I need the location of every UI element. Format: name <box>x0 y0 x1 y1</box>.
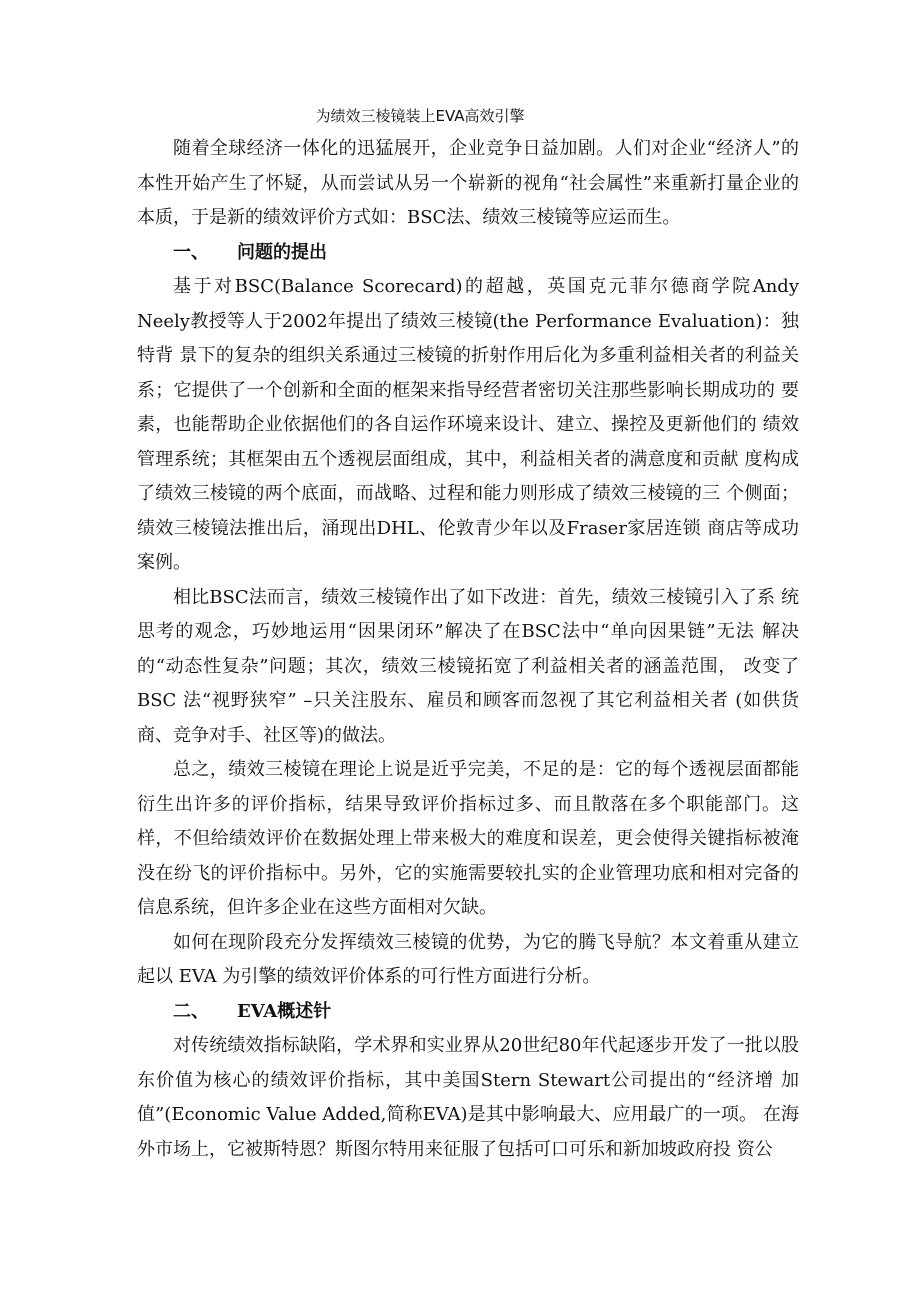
section-2-heading <box>137 995 799 1030</box>
section-2-paragraph: 对传统绩效指标缺陷，学术界和实业界从20世纪80年代起逐步开发了一批以股东价值为核心的绩效评价指标，其中美国Stern Stewart公司提出的“经济增 加值”(Economic Value Added,简称EVA)是其中影响最大、应用最广的一项。 在海外市场上，它被斯特恩？斯图尔特用来征服了包括可口可乐和新加坡政府投 资公 <box>137 1035 799 1160</box>
section-2-title: EVA概述针 <box>237 1000 332 1022</box>
section-1-number: 一、 <box>173 241 209 263</box>
section-1-paragraph: 相比BSC法而言，绩效三棱镜作出了如下改进：首先，绩效三棱镜引入了系 统思考的观念，巧妙地运用“因果闭环”解决了在BSC法中“单向因果链”无法 解决的“动态性复杂”问题；其次，绩效三棱镜拓宽了利益相关者的涵盖范围， 改变了 BSC 法“视野狭窄” –只关注股东、雇员和顾客而忽视了其它利益相关者 (如供货商、竞争对手、社区等)的做法。 <box>137 586 799 746</box>
section-2-number: 二、 <box>173 1000 209 1022</box>
section-1-paragraph: 基于对BSC(Balance Scorecard)的超越，英国克元菲尔德商学院Andy Neely教授等人于2002年提出了绩效三棱镜(the Performance Evaluation)：独特背 景下的复杂的组织关系通过三棱镜的折射作用后化为多重利益相关者的利益关 系；它提供了一个创新和全面的框架来指导经营者密切关注那些影响长期成功的 要素，也能帮助企业依据他们的各自运作环境来设计、建立、操控及更新他们的 绩效管理系统；其框架由五个透视层面组成，其中，利益相关者的满意度和贡献 度构成了绩效三棱镜的两个底面，而战略、过程和能力则形成了绩效三棱镜的三 个侧面；绩效三棱镜法推出后，涌现出DHL、伦敦青少年以及Fraser家居连锁 商店等成功案例。 <box>137 276 799 573</box>
section-1-heading <box>137 236 799 271</box>
document-body <box>137 132 799 1167</box>
document-title: 为绩效三棱镜装上EVA高效引擎 <box>315 107 525 125</box>
intro-paragraph: 随着全球经济一体化的迅猛展开，企业竞争日益加剧。人们对企业“经济人”的本性开始产生了怀疑，从而尝试从另一个崭新的视角“社会属性”来重新打量企业的本质，于是新的绩效评价方式如：BSC法、绩效三棱镜等应运而生。 <box>137 138 799 228</box>
section-1-paragraph: 如何在现阶段充分发挥绩效三棱镜的优势，为它的腾飞导航？本文着重从建立起以 EVA 为引擎的绩效评价体系的可行性方面进行分析。 <box>137 931 799 987</box>
section-1-paragraph: 总之，绩效三棱镜在理论上说是近乎完美，不足的是：它的每个透视层面都能衍生出许多的评价指标，结果导致评价指标过多、而且散落在多个职能部门。这样，不但给绩效评价在数据处理上带来极大的难度和误差，更会使得关键指标被淹没在纷飞的评价指标中。另外，它的实施需要较扎实的企业管理功底和相对完备的信息系统，但许多企业在这些方面相对欠缺。 <box>137 759 799 918</box>
section-1-title: 问题的提出 <box>237 241 327 263</box>
